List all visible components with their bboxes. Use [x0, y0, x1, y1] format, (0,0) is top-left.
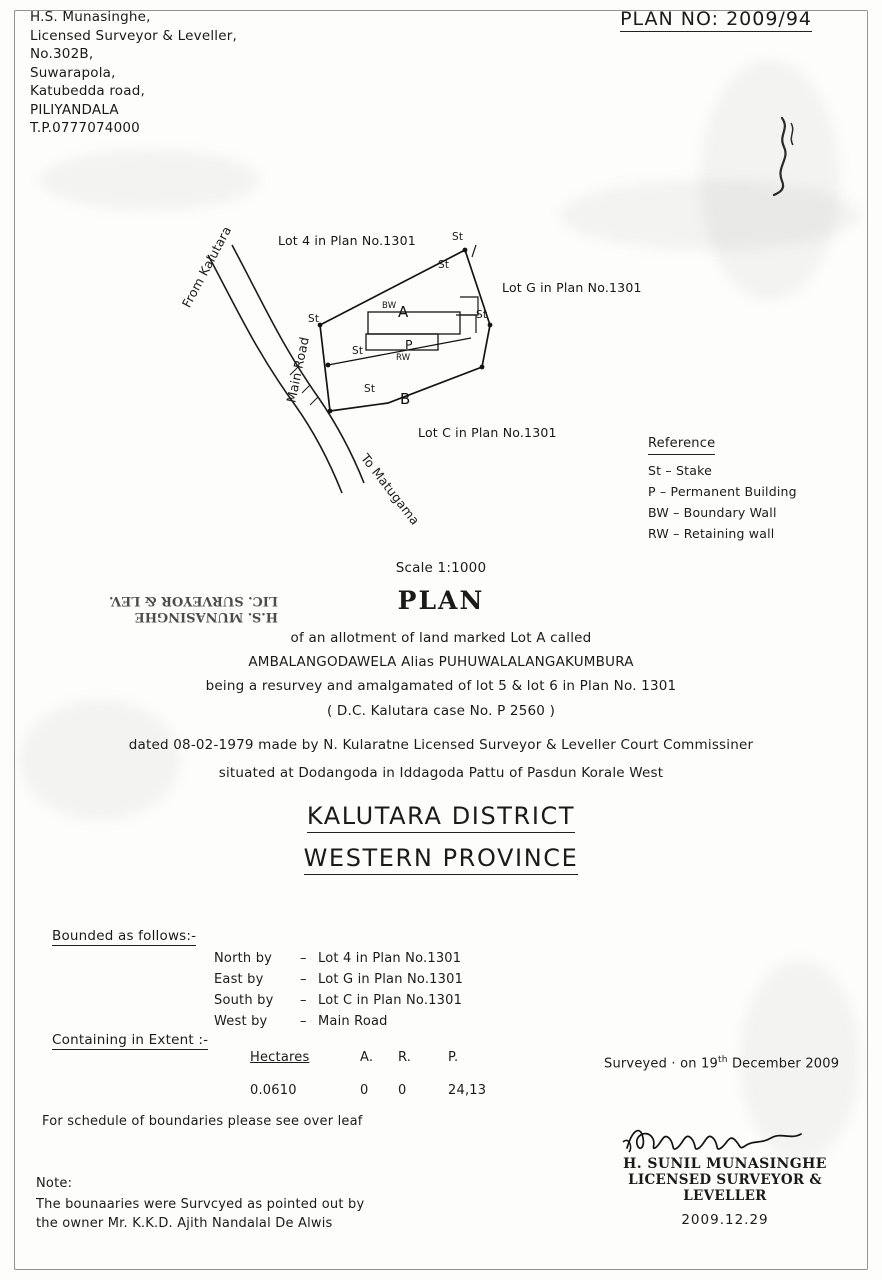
- signature-date: 2009.12.29: [681, 1212, 769, 1228]
- description-line-3: being a resurvey and amalgamated of lot 5 & lot 6 in Plan No. 1301: [205, 678, 677, 694]
- stake-label: St: [308, 313, 320, 325]
- signatory-name: H. SUNIL MUNASINGHE: [623, 1156, 827, 1172]
- owner-note: [36, 1174, 364, 1233]
- surveyed-text: on 19: [680, 1056, 718, 1072]
- boundary-row-west: [214, 1011, 463, 1032]
- reference-item-permanent-building: P – Permanent Building: [648, 484, 797, 499]
- description-line-1: of an allotment of land marked Lot A called: [290, 630, 592, 646]
- signature-block: [600, 1118, 850, 1228]
- boundary-dash: –: [300, 1014, 307, 1029]
- signatory-title: LICENSED SURVEYOR & LEVELLER: [628, 1172, 822, 1204]
- sketch-lot-south-label: Lot C in Plan No.1301: [418, 425, 557, 440]
- surveyor-designation: Licensed Surveyor & Leveller,: [30, 27, 237, 44]
- boundary-value: Lot 4 in Plan No.1301: [318, 951, 462, 966]
- boundary-dash: –: [300, 951, 307, 966]
- description-line-5: dated 08-02-1979 made by N. Kularatne Licensed Surveyor & Leveller Court Commissiner: [128, 737, 754, 753]
- stake-label: St: [476, 309, 488, 321]
- boundary-direction: West by: [214, 1014, 268, 1029]
- extent-value-acres: 0: [360, 1083, 369, 1098]
- building-outline-upper: [368, 312, 460, 334]
- reference-item-retaining-wall: RW – Retaining wall: [648, 526, 775, 541]
- boundary-direction: East by: [214, 972, 264, 987]
- boundary-wall-tick: BW: [382, 301, 397, 311]
- boundary-value: Main Road: [318, 1014, 388, 1029]
- stake-marker: [480, 365, 485, 370]
- reference-legend: [648, 432, 797, 544]
- stake-label: St: [438, 259, 450, 271]
- province-heading: [0, 844, 882, 872]
- note-line-2: the owner Mr. K.K.D. Ajith Nandalal De Alwis: [36, 1216, 333, 1231]
- extent-header-hectares: Hectares: [250, 1050, 310, 1065]
- extent-header-roods: R.: [398, 1050, 412, 1065]
- reference-item-boundary-wall: BW – Boundary Wall: [648, 505, 777, 520]
- boundary-direction: South by: [214, 993, 274, 1008]
- stake-marker: [328, 409, 333, 414]
- stamp-line-1: H.S. MUNASINGHE: [134, 609, 278, 624]
- main-road-line-left: [208, 255, 342, 493]
- reference-item-stake: St – Stake: [648, 463, 713, 478]
- extent-value-hectares: 0.0610: [250, 1083, 297, 1098]
- bounded-title: Bounded as follows:-: [52, 928, 197, 944]
- extent-header-row: [250, 1050, 498, 1065]
- surveyor-name: H.S. Munasinghe,: [30, 9, 151, 25]
- province-text: WESTERN PROVINCE: [304, 844, 579, 875]
- stake-marker: [463, 248, 468, 253]
- stake-label: St: [352, 345, 364, 357]
- surveyed-date: Surveyed · on 19th December 2009: [604, 1055, 840, 1072]
- plan-heading: PLAN: [397, 586, 485, 615]
- extent-value-perches: 24,13: [448, 1083, 487, 1098]
- stamp-line-2: LIC. SURVEYOR & LEV.: [108, 593, 278, 608]
- lot-boundary-outer: [320, 250, 490, 411]
- surveyed-prefix: Surveyed: [604, 1056, 668, 1072]
- boundary-row-east: [214, 969, 463, 990]
- district-text: KALUTARA DISTRICT: [307, 802, 575, 833]
- surveyor-address-block: [30, 8, 237, 138]
- sketch-lot-north-label: Lot 4 in Plan No.1301: [278, 233, 416, 248]
- land-name: AMBALANGODAWELA Alias PUHUWALALANGAKUMBURA: [248, 654, 634, 670]
- note-title: Note:: [36, 1176, 73, 1191]
- location-line: situated at Dodangoda in Iddagoda Pattu of Pasdun Korale West: [218, 765, 664, 781]
- survey-sketch: [160, 215, 720, 528]
- district-heading: [0, 802, 882, 830]
- boundary-value: Lot C in Plan No.1301: [318, 993, 463, 1008]
- extent-table: [250, 1050, 498, 1098]
- sketch-lot-east-label: Lot G in Plan No.1301: [502, 280, 642, 295]
- road-to-label: To Matugama: [358, 450, 423, 528]
- extent-header-perches: P.: [448, 1050, 459, 1065]
- north-tick: [472, 245, 476, 257]
- retaining-wall-tick: RW: [396, 353, 411, 363]
- surveyor-rubber-stamp: [78, 592, 278, 624]
- lot-b-letter: B: [400, 390, 411, 408]
- boundary-dash: –: [300, 972, 307, 987]
- lot-a-letter: A: [398, 303, 409, 321]
- reference-title: Reference: [648, 433, 715, 455]
- extent-header-acres: A.: [360, 1050, 374, 1065]
- boundary-notch-2: [456, 315, 476, 333]
- scale-label: Scale 1:1000: [395, 560, 487, 576]
- schedule-note: For schedule of boundaries please see over leaf: [42, 1114, 363, 1129]
- surveyor-address-line-3: Katubedda road,: [30, 83, 145, 99]
- stake-marker: [488, 323, 493, 328]
- case-number: ( D.C. Kalutara case No. P 2560 ): [326, 703, 556, 719]
- boundary-value: Lot G in Plan No.1301: [318, 972, 464, 987]
- surveyed-suffix: December 2009: [731, 1056, 840, 1072]
- ink-stroke-decoration: [760, 115, 820, 200]
- surveyor-address-line-2: Suwarapola,: [30, 64, 116, 81]
- stake-marker: [326, 363, 331, 368]
- note-line-1: The bounaaries were Survcyed as pointed out by: [36, 1197, 365, 1212]
- extent-value-row: [250, 1083, 498, 1098]
- extent-title: Containing in Extent :-: [52, 1032, 209, 1048]
- plan-number: PLAN NO: 2009/94: [620, 8, 812, 30]
- boundaries-list: [214, 948, 463, 1032]
- stake-label: St: [452, 231, 464, 243]
- building-outline-lower: [366, 334, 438, 350]
- boundary-direction: North by: [214, 951, 273, 966]
- road-from-label: From Kalutara: [178, 223, 235, 310]
- permanent-building-letter: P: [405, 337, 413, 352]
- boundary-row-south: [214, 990, 463, 1011]
- stake-label: St: [364, 383, 376, 395]
- extent-value-roods: 0: [398, 1083, 407, 1098]
- boundary-row-north: [214, 948, 463, 969]
- handwritten-signature: [615, 1118, 835, 1158]
- surveyor-address-line-4: PILIYANDALA: [30, 101, 119, 118]
- surveyed-superscript: th: [717, 1055, 728, 1065]
- surveyor-telephone: T.P.0777074000: [30, 120, 140, 136]
- main-road-label: Main Road: [283, 335, 312, 404]
- boundary-dash: –: [300, 993, 307, 1008]
- surveyor-address-line-1: No.302B,: [30, 46, 94, 62]
